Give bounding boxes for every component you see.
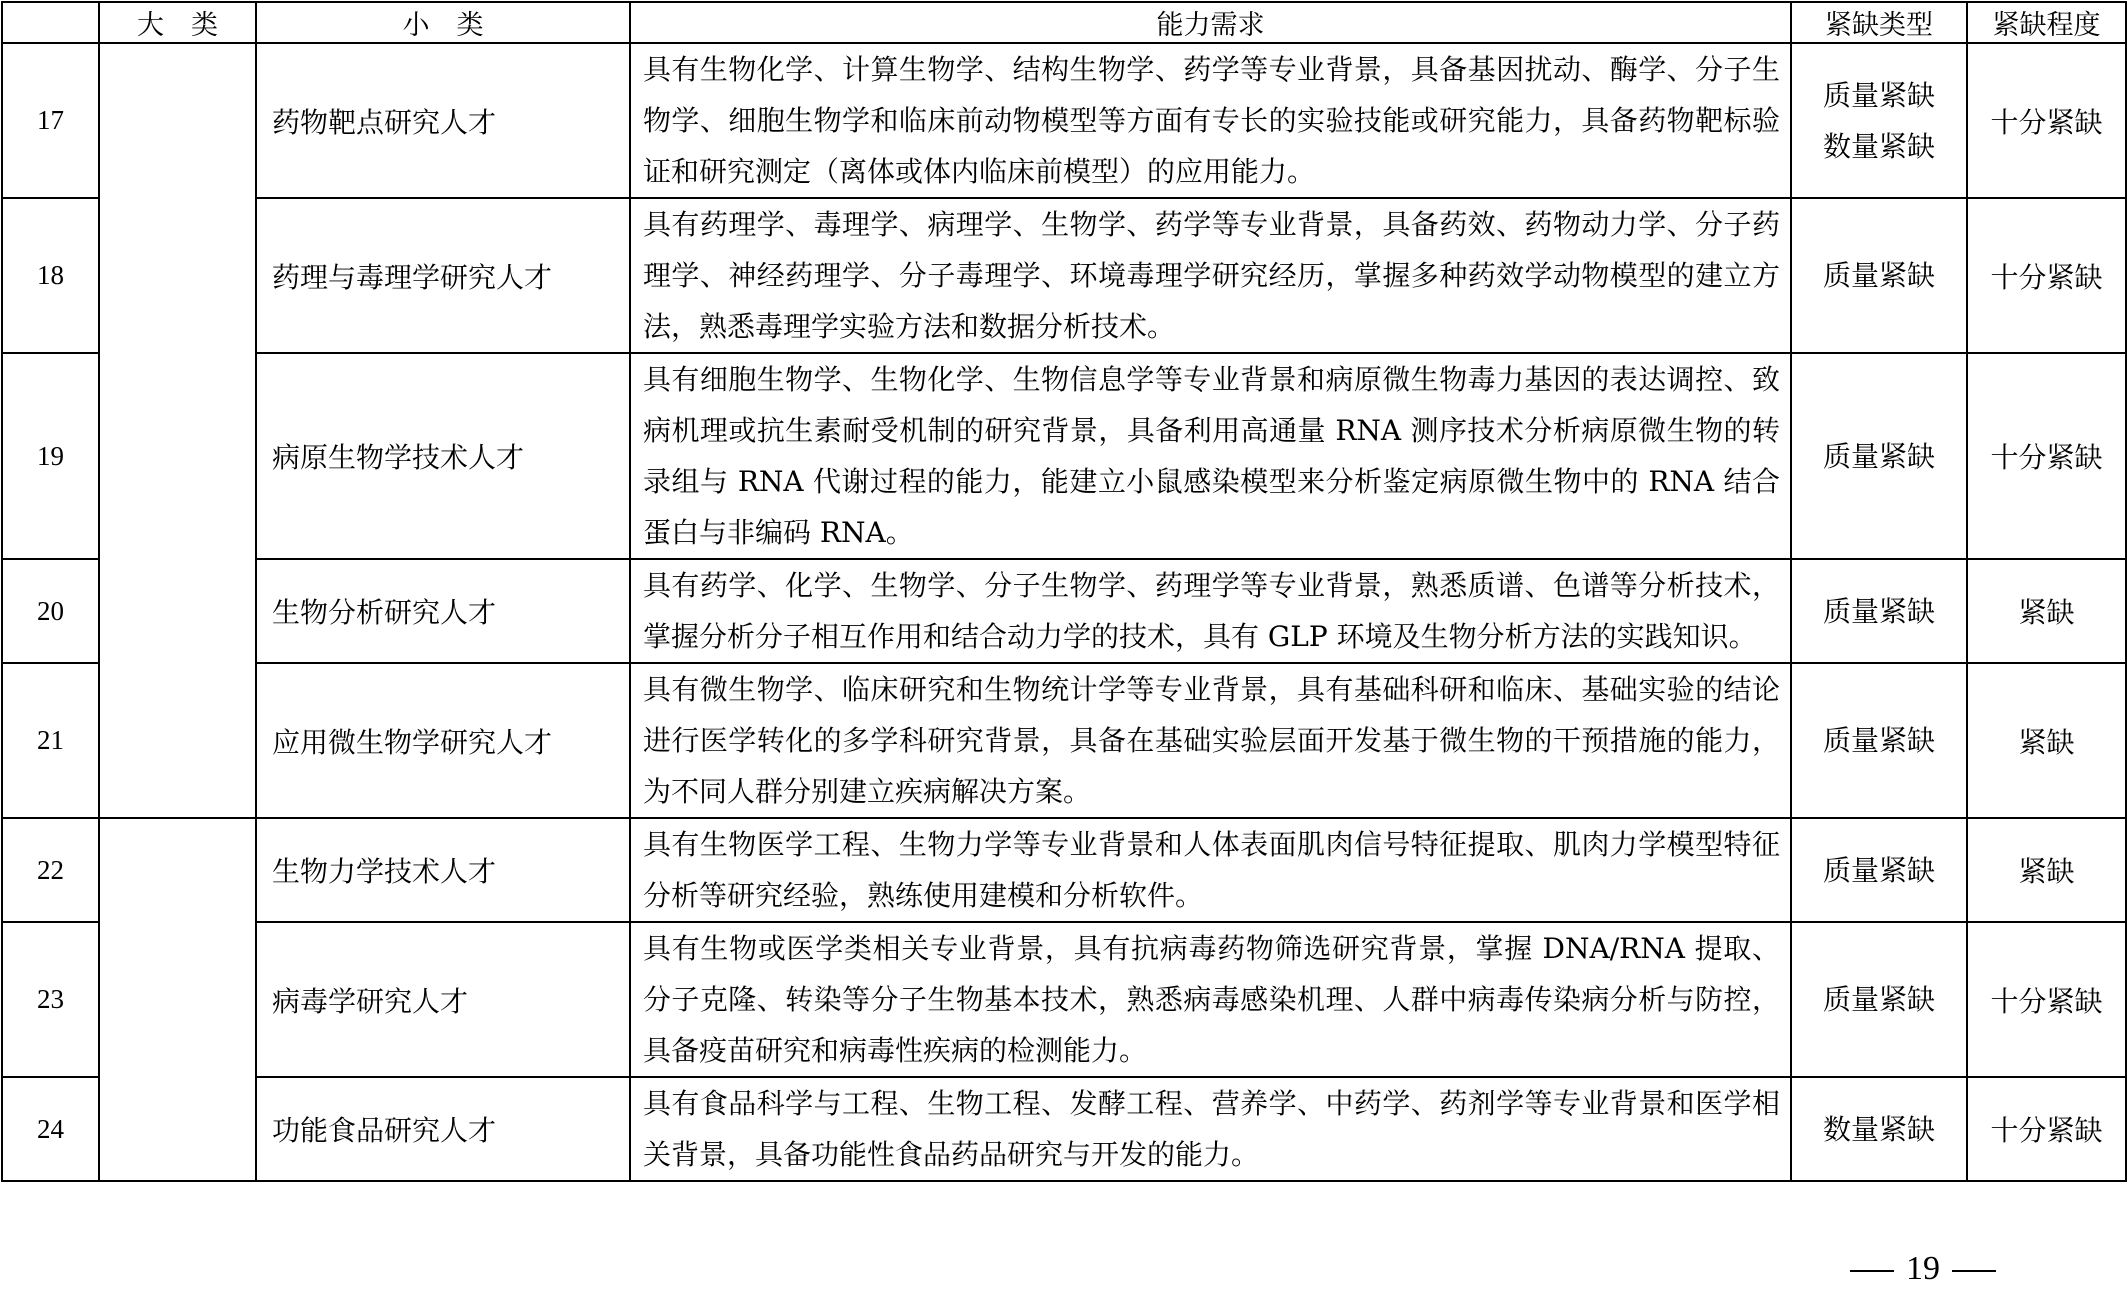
subcategory-cell: 药物靶点研究人才 xyxy=(256,43,630,198)
page-number-right-dash xyxy=(1952,1270,1996,1272)
shortage-type-cell xyxy=(1791,818,1967,922)
shortage-type-cell xyxy=(1791,43,1967,198)
shortage-type-cell xyxy=(1791,1077,1967,1181)
requirements-cell: 具有生物化学、计算生物学、结构生物学、药学等专业背景，具备基因扰动、酶学、分子生物学、细胞生物学和临床前动物模型等方面有专长的实验技能或研究能力，具备药物靶标验证和研究测定（离体或体内临床前模型）的应用能力。 xyxy=(630,43,1791,198)
table-header-row xyxy=(2,2,2126,43)
header-shortage-type: 紧缺类型 xyxy=(1791,2,1967,43)
header-shortage-degree: 紧缺程度 xyxy=(1967,2,2126,43)
table-row xyxy=(2,663,2126,818)
subcategory-cell: 生物分析研究人才 xyxy=(256,559,630,663)
row-number: 22 xyxy=(2,818,99,922)
shortage-degree-cell: 十分紧缺 xyxy=(1967,43,2126,198)
shortage-type-label: 质量紧缺 xyxy=(1822,78,1935,112)
shortage-type-cell xyxy=(1791,353,1967,559)
table-row xyxy=(2,922,2126,1077)
header-requirements: 能力需求 xyxy=(630,2,1791,43)
page-number xyxy=(1838,1250,2008,1288)
shortage-type-cell xyxy=(1791,663,1967,818)
shortage-type-label: 数量紧缺 xyxy=(1822,129,1935,163)
requirements-cell: 具有生物医学工程、生物力学等专业背景和人体表面肌肉信号特征提取、肌肉力学模型特征分析等研究经验，熟练使用建模和分析软件。 xyxy=(630,818,1791,922)
subcategory-cell: 功能食品研究人才 xyxy=(256,1077,630,1181)
requirements-cell: 具有药学、化学、生物学、分子生物学、药理学等专业背景，熟悉质谱、色谱等分析技术，掌握分析分子相互作用和结合动力学的技术，具有 GLP 环境及生物分析方法的实践知识。 xyxy=(630,559,1791,663)
shortage-degree-cell: 紧缺 xyxy=(1967,559,2126,663)
shortage-degree-cell: 十分紧缺 xyxy=(1967,1077,2126,1181)
page-number-value: 19 xyxy=(1906,1250,1940,1287)
shortage-type-label: 质量紧缺 xyxy=(1822,594,1935,628)
subcategory-cell: 病原生物学技术人才 xyxy=(256,353,630,559)
requirements-cell: 具有微生物学、临床研究和生物统计学等专业背景，具有基础科研和临床、基础实验的结论进行医学转化的多学科研究背景，具备在基础实验层面开发基于微生物的干预措施的能力，为不同人群分别建立疾病解决方案。 xyxy=(630,663,1791,818)
shortage-type-label: 质量紧缺 xyxy=(1822,724,1935,757)
shortage-type-label: 质量紧缺 xyxy=(1822,983,1935,1016)
requirements-cell: 具有药理学、毒理学、病理学、生物学、药学等专业背景，具备药效、药物动力学、分子药理学、神经药理学、分子毒理学、环境毒理学研究经历，掌握多种药效学动物模型的建立方法，熟悉毒理学实验方法和数据分析技术。 xyxy=(630,198,1791,353)
shortage-degree-cell: 十分紧缺 xyxy=(1967,198,2126,353)
subcategory-cell: 生物力学技术人才 xyxy=(256,818,630,922)
talent-shortage-table xyxy=(1,1,2127,1182)
shortage-type-cell xyxy=(1791,198,1967,353)
shortage-degree-cell: 紧缺 xyxy=(1967,663,2126,818)
table-row xyxy=(2,353,2126,559)
row-number: 17 xyxy=(2,43,99,198)
subcategory-cell: 病毒学研究人才 xyxy=(256,922,630,1077)
header-category: 大 类 xyxy=(99,2,256,43)
row-number: 23 xyxy=(2,922,99,1077)
header-number xyxy=(2,2,99,43)
table-row xyxy=(2,43,2126,198)
shortage-type-cell xyxy=(1791,559,1967,663)
shortage-degree-cell: 十分紧缺 xyxy=(1967,922,2126,1077)
table-row xyxy=(2,198,2126,353)
subcategory-cell: 应用微生物学研究人才 xyxy=(256,663,630,818)
subcategory-cell: 药理与毒理学研究人才 xyxy=(256,198,630,353)
shortage-degree-cell: 紧缺 xyxy=(1967,818,2126,922)
row-number: 24 xyxy=(2,1077,99,1181)
header-subcategory: 小 类 xyxy=(256,2,630,43)
requirements-cell: 具有生物或医学类相关专业背景，具有抗病毒药物筛选研究背景，掌握 DNA/RNA 提取、分子克隆、转染等分子生物基本技术，熟悉病毒感染机理、人群中病毒传染病分析与防控，具备疫苗研究和病毒性疾病的检测能力。 xyxy=(630,922,1791,1077)
row-number: 20 xyxy=(2,559,99,663)
category-cell xyxy=(99,818,256,1181)
shortage-degree-cell: 十分紧缺 xyxy=(1967,353,2126,559)
row-number: 18 xyxy=(2,198,99,353)
requirements-cell: 具有细胞生物学、生物化学、生物信息学等专业背景和病原微生物毒力基因的表达调控、致病机理或抗生素耐受机制的研究背景，具备利用高通量 RNA 测序技术分析病原微生物的转录组与 RNA 代谢过程的能力，能建立小鼠感染模型来分析鉴定病原微生物中的 RNA 结合蛋白与非编码 RNA。 xyxy=(630,353,1791,559)
requirements-cell: 具有食品科学与工程、生物工程、发酵工程、营养学、中药学、药剂学等专业背景和医学相关背景，具备功能性食品药品研究与开发的能力。 xyxy=(630,1077,1791,1181)
row-number: 21 xyxy=(2,663,99,818)
category-cell xyxy=(99,43,256,818)
shortage-type-label: 质量紧缺 xyxy=(1822,259,1935,292)
shortage-type-label: 质量紧缺 xyxy=(1822,853,1935,887)
row-number: 19 xyxy=(2,353,99,559)
table-row xyxy=(2,818,2126,922)
table-row xyxy=(2,1077,2126,1181)
shortage-type-label: 数量紧缺 xyxy=(1822,1112,1935,1146)
shortage-type-label: 质量紧缺 xyxy=(1822,439,1935,473)
table-row xyxy=(2,559,2126,663)
shortage-type-cell xyxy=(1791,922,1967,1077)
page-number-left-dash xyxy=(1850,1270,1894,1272)
